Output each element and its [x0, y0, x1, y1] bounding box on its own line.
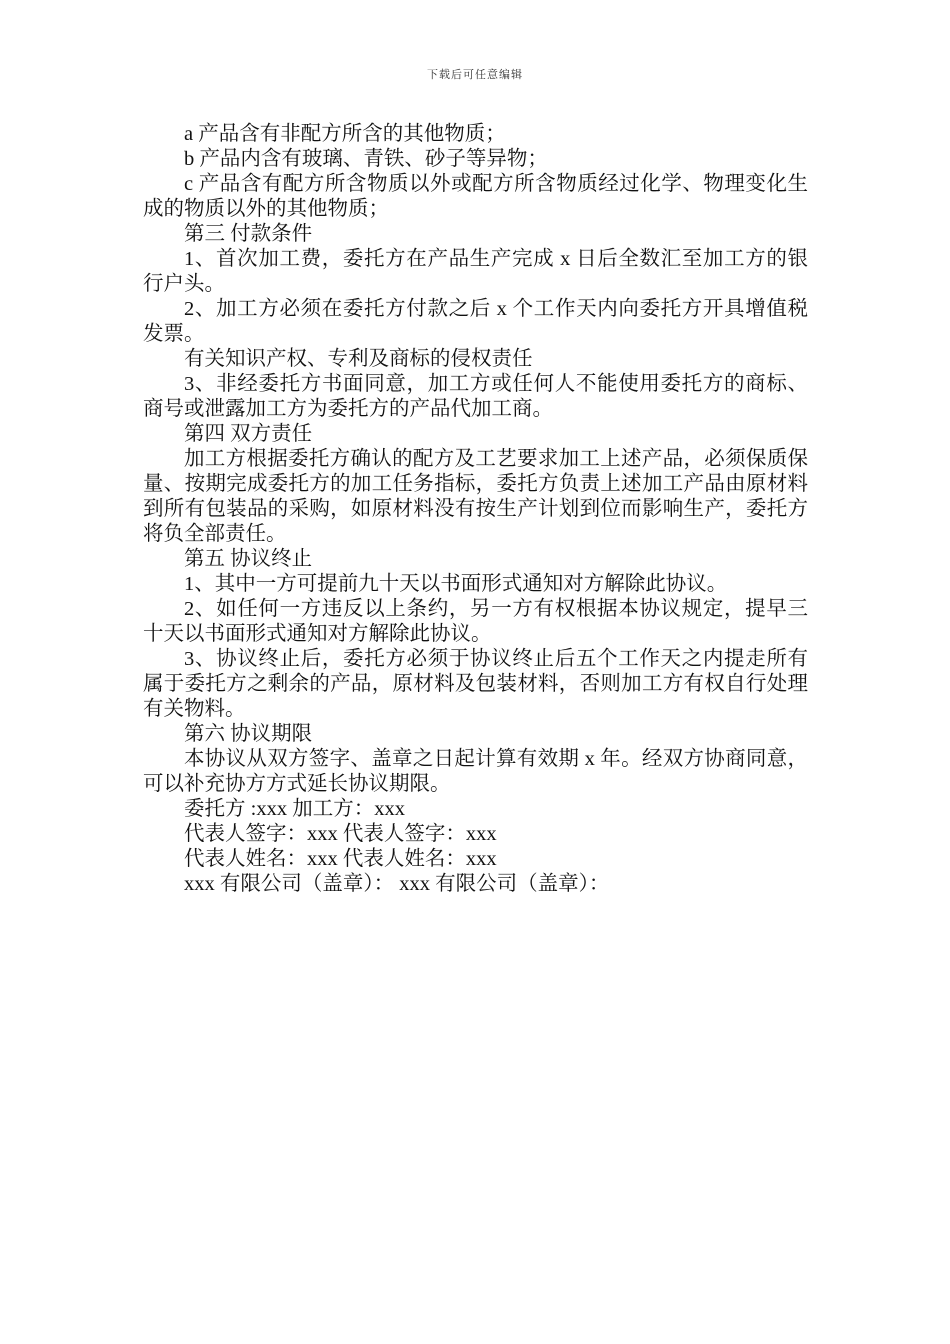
clause-b: b 产品内含有玻璃、青铁、砂子等异物； [184, 148, 548, 170]
responsibilities-paragraph: 加工方根据委托方确认的配方及工艺要求加工上述产品，必须保质保量、按期完成委托方的加工任务指标，委托方负责上述加工产品由原材料到所有包装品的采购，如原材料没有按生产计划到位而影响生产，委托方将负全部责任。 [143, 448, 808, 545]
payment-item-1: 1、首次加工费，委托方在产品生产完成 x 日后全数汇至加工方的银行户头。 [143, 248, 808, 295]
signature-company-seal: xxx 有限公司（盖章）： xxx 有限公司（盖章）： [184, 873, 610, 895]
section-heading-payment: 第三 付款条件 [184, 223, 313, 245]
signature-representative-name: 代表人姓名：xxx 代表人姓名：xxx [184, 848, 497, 870]
section-heading-term: 第六 协议期限 [184, 723, 313, 745]
section-heading-responsibilities: 第四 双方责任 [184, 423, 313, 445]
payment-item-2: 2、加工方必须在委托方付款之后 x 个工作天内向委托方开具增值税发票。 [143, 298, 808, 345]
term-paragraph: 本协议从双方签字、盖章之日起计算有效期 x 年。经双方协商同意，可以补充协方方式延长协议期限。 [143, 748, 808, 795]
ip-heading: 有关知识产权、专利及商标的侵权责任 [184, 348, 533, 370]
clause-c: c 产品含有配方所含物质以外或配方所含物质经过化学、物理变化生成的物质以外的其他物质； [143, 173, 808, 220]
signature-parties: 委托方 :xxx 加工方：xxx [184, 798, 405, 820]
section-heading-termination: 第五 协议终止 [184, 548, 313, 570]
document-body [143, 122, 808, 897]
signature-representative-sign: 代表人签字：xxx 代表人签字：xxx [184, 823, 497, 845]
clause-a: a 产品含有非配方所含的其他物质； [184, 123, 506, 145]
page-header: 下载后可任意编辑 [427, 68, 523, 81]
termination-item-1: 1、其中一方可提前九十天以书面形式通知对方解除此协议。 [184, 573, 728, 595]
termination-item-3: 3、协议终止后，委托方必须于协议终止后五个工作天之内提走所有属于委托方之剩余的产品，原材料及包装材料，否则加工方有权自行处理有关物料。 [143, 648, 808, 720]
termination-item-2: 2、如任何一方违反以上条约，另一方有权根据本协议规定，提早三十天以书面形式通知对方解除此协议。 [143, 598, 808, 645]
ip-item-3: 3、非经委托方书面同意，加工方或任何人不能使用委托方的商标、商号或泄露加工方为委托方的产品代加工商。 [143, 373, 808, 420]
